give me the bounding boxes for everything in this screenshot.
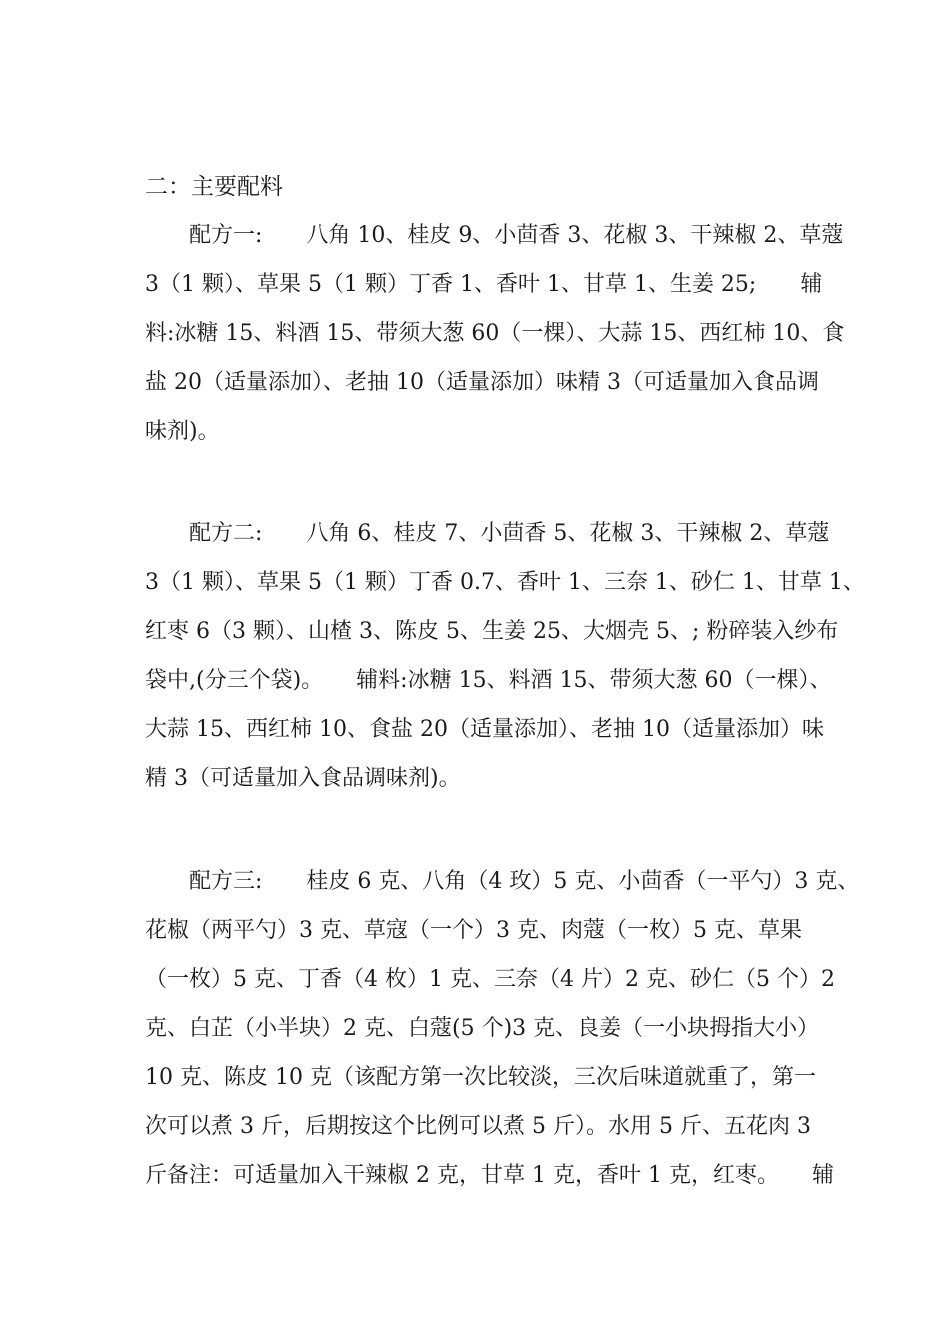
recipe-3-line-3: （一枚）5 克、丁香（4 枚）1 克、三奈（4 片）2 克、砂仁（5 个）2 — [145, 967, 835, 992]
recipe-3-line-1: 配方三: 桂皮 6 克、八角（4 玫）5 克、小茴香（一平勺）3 克、 — [189, 869, 860, 894]
recipe-2-line-3: 红枣 6（3 颗）、山楂 3、陈皮 5、生姜 25、大烟壳 5、; 粉碎装入纱布 — [145, 619, 839, 644]
recipe-2-line-2: 3（1 颗）、草果 5（1 颗）丁香 0.7、香叶 1、三奈 1、砂仁 1、甘草 1、 — [145, 570, 865, 595]
section-heading: 二：主要配料 — [145, 174, 283, 200]
recipe-2-line-4: 袋中,(分三个袋)。 辅料:冰糖 15、料酒 15、带须大葱 60（一棵）、 — [145, 668, 832, 693]
recipe-1-line-3: 料:冰糖 15、料酒 15、带须大葱 60（一棵）、大蒜 15、西红柿 10、食 — [145, 321, 845, 346]
recipe-2-line-1: 配方二: 八角 6、桂皮 7、小茴香 5、花椒 3、干辣椒 2、草蔻 — [189, 521, 830, 546]
recipe-3-line-5: 10 克、陈皮 10 克（该配方第一次比较淡，三次后味道就重了，第一 — [145, 1065, 816, 1090]
recipe-3-line-7: 斤备注：可适量加入干辣椒 2 克，甘草 1 克，香叶 1 克，红枣。 辅 — [145, 1163, 834, 1188]
recipe-3-line-6: 次可以煮 3 斤，后期按这个比例可以煮 5 斤）。水用 5 斤、五花肉 3 — [145, 1114, 811, 1139]
recipe-1-line-2: 3（1 颗）、草果 5（1 颗）丁香 1、香叶 1、甘草 1、生姜 25; 辅 — [145, 272, 823, 297]
recipe-1-line-1: 配方一: 八角 10、桂皮 9、小茴香 3、花椒 3、干辣椒 2、草蔻 — [189, 223, 844, 248]
recipe-1-line-4: 盐 20（适量添加）、老抽 10（适量添加）味精 3（可适量加入食品调 — [145, 370, 819, 395]
recipe-3-line-4: 克、白芷（小半块）2 克、白蔻(5 个)3 克、良姜（一小块拇指大小） — [145, 1016, 820, 1041]
recipe-2-line-5: 大蒜 15、西红柿 10、食盐 20（适量添加）、老抽 10（适量添加）味 — [145, 717, 824, 742]
recipe-3-line-2: 花椒（两平勺）3 克、草寇（一个）3 克、肉蔻（一枚）5 克、草果 — [145, 918, 802, 943]
recipe-1-line-5: 味剂)。 — [145, 419, 220, 444]
recipe-2-line-6: 精 3（可适量加入食品调味剂)。 — [145, 766, 461, 791]
